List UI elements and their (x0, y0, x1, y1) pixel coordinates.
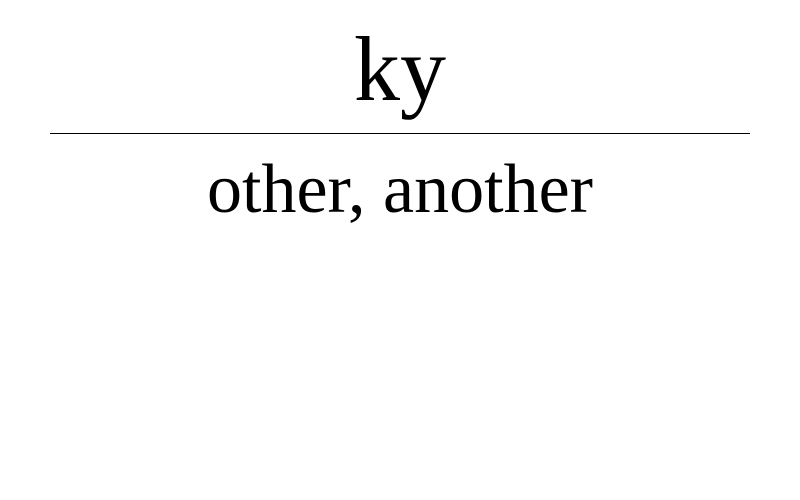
card-definition: other, another (207, 151, 593, 228)
card-divider (50, 133, 750, 134)
card-term: ky (354, 18, 446, 120)
